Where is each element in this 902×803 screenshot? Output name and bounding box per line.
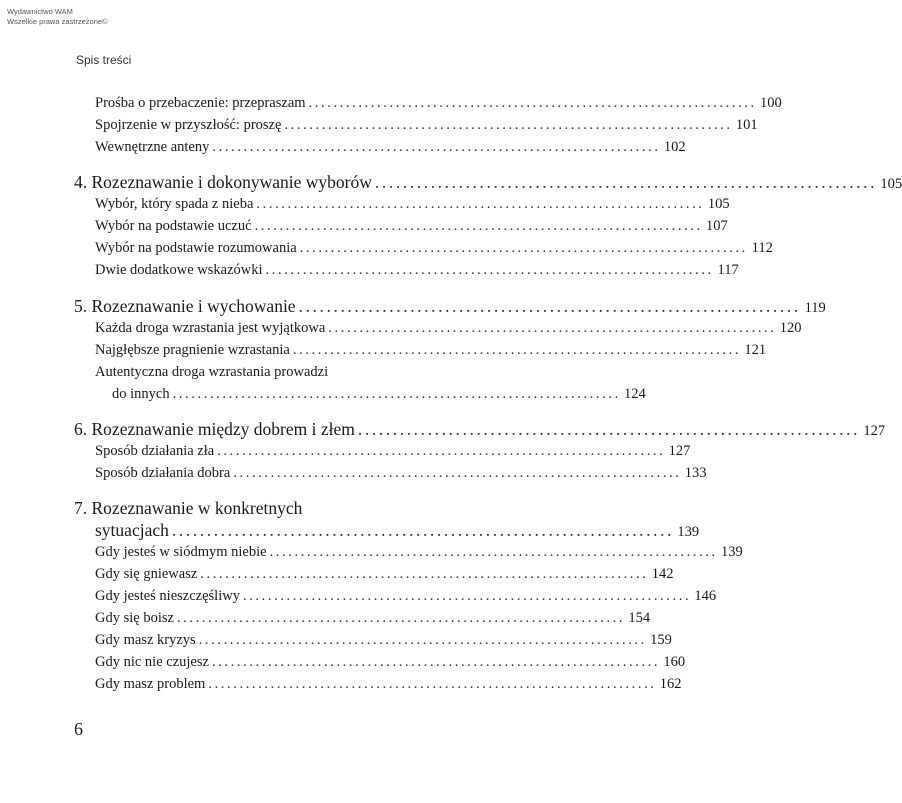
toc-entry (95, 632, 672, 652)
toc-entry-page: 160 (663, 654, 686, 670)
toc-entry (112, 386, 646, 406)
toc-chapter (95, 520, 700, 544)
toc-chapter (74, 419, 886, 443)
toc-leader: ........................................................................ (374, 172, 878, 192)
toc-entry (95, 196, 730, 216)
toc-entry-page: 154 (628, 610, 651, 626)
toc-entry-page: 139 (721, 544, 743, 560)
toc-entry-page: 159 (650, 632, 672, 648)
toc-leader: ........................................................................ (171, 520, 675, 540)
toc-entry-title: Najgłębsze pragnienie wzrastania (95, 342, 290, 358)
toc-entry-page: 124 (624, 386, 646, 402)
toc-entry-page: 120 (779, 320, 802, 336)
toc-chapter-title: 4. Rozeznawanie i dokonywanie wyborów (74, 172, 372, 192)
toc-entry-title-line: Autentyczna droga wzrastania prowadzi (95, 364, 329, 380)
toc-entry-title: Gdy masz kryzys (95, 632, 196, 648)
toc-entry (95, 262, 739, 282)
toc-leader: ........................................................................ (217, 443, 666, 459)
toc-chapter-page: 105 (880, 176, 902, 192)
toc-entry-title: Gdy jesteś nieszczęśliwy (95, 588, 240, 604)
toc-entry-page: 102 (663, 139, 686, 155)
toc-entry-title: Gdy się boisz (95, 610, 174, 626)
toc-entry-page: 133 (684, 465, 707, 481)
toc-entry-title: Wybór, który spada z nieba (95, 196, 254, 212)
toc-leader: ........................................................................ (298, 296, 801, 316)
toc-entry-page: 101 (735, 117, 758, 133)
toc-leader: ........................................................................ (265, 262, 714, 278)
toc-entry-page: 105 (707, 196, 730, 212)
toc-leader: ........................................................................ (254, 218, 703, 234)
toc-leader: ........................................................................ (242, 588, 692, 604)
toc-entry-title: Każda droga wzrastania jest wyjątkowa (95, 320, 326, 336)
toc-entry-page: 121 (744, 342, 767, 358)
toc-entry (95, 654, 686, 674)
toc-entry (95, 95, 782, 115)
toc-entry (95, 342, 767, 362)
toc-leader: ........................................................................ (328, 320, 777, 336)
toc-entry-title: Sposób działania dobra (95, 465, 231, 481)
toc-entry-title: Sposób działania zła (95, 443, 215, 459)
toc-entry-page: 117 (717, 262, 739, 278)
toc-chapter-page: 127 (863, 423, 886, 439)
toc-entry (95, 218, 728, 238)
toc-entry-page: 112 (751, 240, 773, 256)
toc-leader: ........................................................................ (198, 632, 647, 648)
toc-entry-page: 100 (760, 95, 782, 111)
toc-entry (95, 320, 802, 340)
toc-leader: ........................................................................ (212, 139, 661, 155)
toc-leader: ........................................................................ (208, 676, 657, 692)
page-number: 6 (74, 719, 83, 739)
toc-entry (95, 443, 691, 463)
toc-leader: ........................................................................ (211, 654, 661, 670)
watermark-publisher: Wydawnictwo WAM (7, 7, 73, 16)
toc-leader: ........................................................................ (200, 566, 649, 582)
toc-chapter-title-line: 7. Rozeznawanie w konkretnych (74, 498, 303, 518)
toc-chapter-page: 119 (804, 300, 826, 316)
toc-entry-title: Prośba o przebaczenie: przepraszam (95, 95, 306, 111)
toc-leader: ........................................................................ (176, 610, 626, 626)
toc-entry-title: Gdy się gniewasz (95, 566, 198, 582)
toc-entry (95, 544, 743, 564)
toc-leader: ........................................................................ (256, 196, 705, 212)
toc-leader: ........................................................................ (292, 342, 742, 358)
toc-entry (95, 240, 773, 260)
toc-entry-page: 127 (668, 443, 691, 459)
toc-leader: ........................................................................ (233, 465, 682, 481)
toc-entry-title: do innych (112, 386, 170, 402)
toc-entry (95, 465, 707, 485)
toc-chapter-title: sytuacjach (95, 520, 169, 540)
watermark-copyright: Wszelkie prawa zastrzeżone© (7, 17, 108, 26)
toc-entry (95, 566, 674, 586)
toc-entry-title: Gdy jesteś w siódmym niebie (95, 544, 267, 560)
toc-entry-title: Gdy nic nie czujesz (95, 654, 209, 670)
running-head: Spis treści (76, 53, 132, 67)
toc-entry (95, 610, 651, 630)
toc-chapter-title: 5. Rozeznawanie i wychowanie (74, 296, 296, 316)
toc-entry-page: 142 (651, 566, 674, 582)
toc-entry (95, 588, 717, 608)
toc-entry-title: Wybór na podstawie rozumowania (95, 240, 297, 256)
toc-entry-title: Dwie dodatkowe wskazówki (95, 262, 263, 278)
toc-leader: ........................................................................ (284, 117, 733, 133)
toc-entry-title: Wewnętrzne anteny (95, 139, 210, 155)
toc-entry-title: Wybór na podstawie uczuć (95, 218, 252, 234)
toc-leader: ........................................................................ (172, 386, 621, 402)
toc-entry (95, 676, 682, 696)
toc-chapter (74, 296, 826, 320)
toc-chapter (74, 172, 902, 196)
toc-leader: ........................................................................ (269, 544, 718, 560)
toc-chapter-page: 139 (677, 524, 700, 540)
toc-entry (95, 139, 686, 159)
toc-chapter-title: 6. Rozeznawanie między dobrem i złem (74, 419, 355, 439)
toc-entry-page: 146 (694, 588, 717, 604)
toc-leader: ........................................................................ (308, 95, 757, 111)
toc-entry-title: Spojrzenie w przyszłość: proszę (95, 117, 282, 133)
toc-entry-page: 162 (659, 676, 682, 692)
toc-leader: ........................................................................ (357, 419, 861, 439)
toc-entry-page: 107 (706, 218, 728, 234)
toc-leader: ........................................................................ (299, 240, 748, 256)
toc-entry (95, 117, 758, 137)
toc-entry-title: Gdy masz problem (95, 676, 206, 692)
